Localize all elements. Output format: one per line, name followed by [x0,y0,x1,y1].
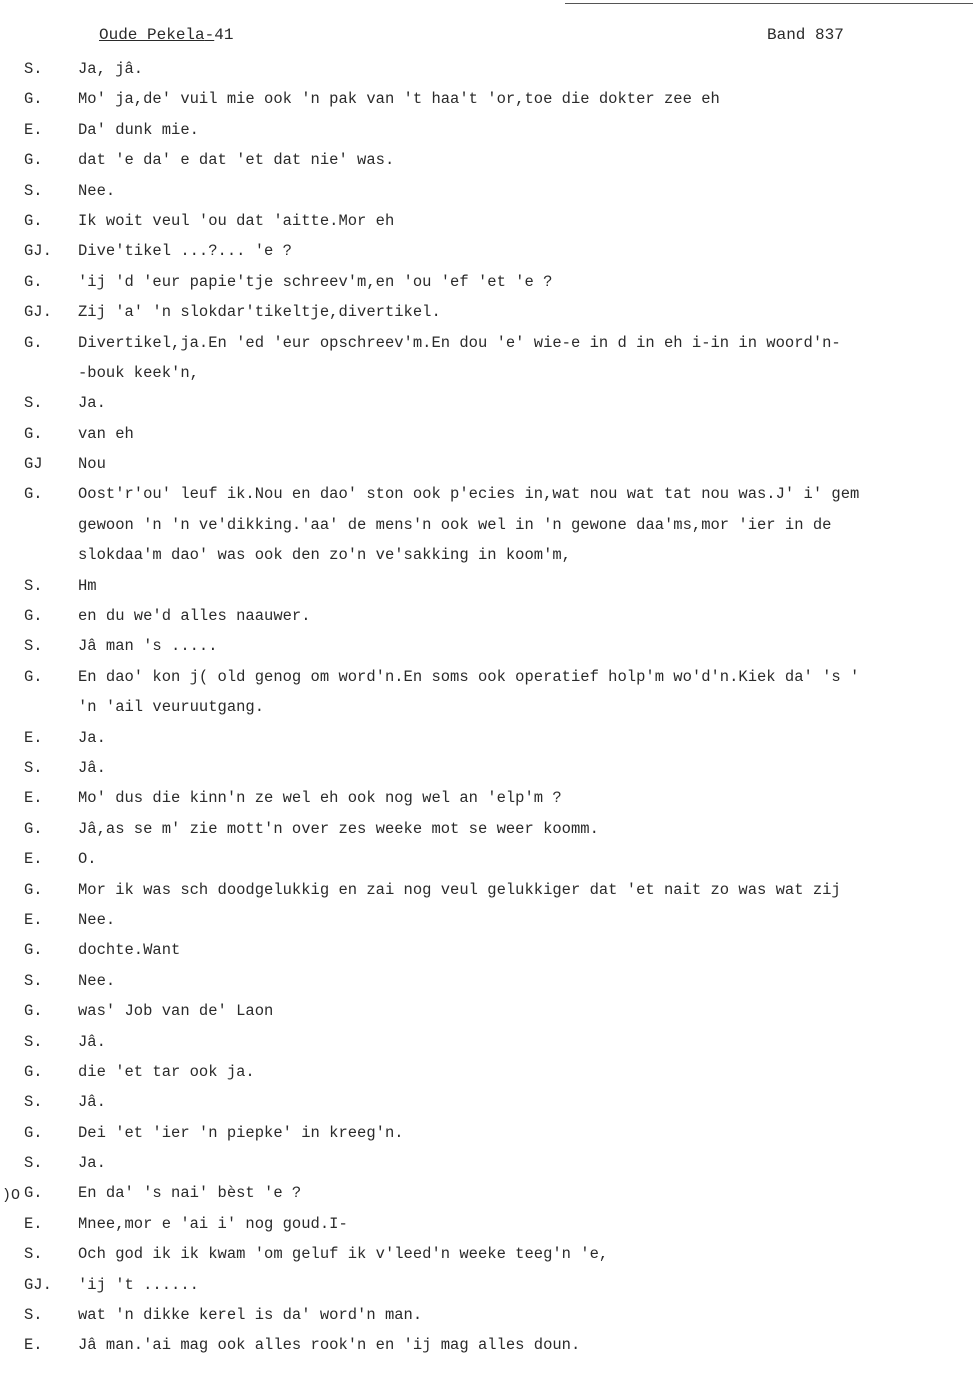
speaker-label: S. [24,1093,43,1112]
utterance-text: Divertikel,ja.En 'ed 'eur opschreev'm.En dou 'e' wie-e in d in eh i-in in woord'n- [78,333,841,352]
transcript-line [0,1330,973,1360]
utterance-text: Ja. [78,1154,106,1173]
speaker-label: G. [24,333,43,352]
speaker-label: S. [24,758,43,777]
speaker-label: S. [24,60,43,78]
speaker-label: G. [24,90,43,109]
speaker-label: G. [24,1184,43,1203]
speaker-label: G. [24,1002,43,1021]
speaker-label: E. [24,850,43,869]
utterance-text: 'ij 't ...... [78,1275,199,1294]
transcript-line [0,601,973,631]
transcript-line [0,571,973,601]
transcript-line [0,966,973,996]
utterance-text: Jâ,as se m' zie mott'n over zes weeke mot se weer koomm. [78,819,599,838]
utterance-text: Mo' dus die kinn'n ze wel eh ook nog wel an 'elp'm ? [78,789,562,808]
transcript-line [0,297,973,327]
utterance-text: en du we'd alles naauwer. [78,607,311,626]
speaker-label: G. [24,667,43,686]
speaker-label: E. [24,910,43,929]
utterance-text: dochte.Want [78,941,181,960]
header-dash: - [204,26,215,44]
page-header-title [99,26,233,44]
utterance-text: Nee. [78,971,116,990]
utterance-text: dat 'e da' e dat 'et dat nie' was. [78,151,395,170]
transcript-line [0,1239,973,1269]
speaker-label: G. [24,1123,43,1142]
utterance-text: Ja, jâ. [78,60,144,78]
transcript-line [0,479,973,509]
transcript-line [0,388,973,418]
utterance-text: Da' dunk mie. [78,120,199,139]
utterance-text: Nee. [78,910,116,929]
transcript-line [0,236,973,266]
utterance-text: Mnee,mor e 'ai i' nog goud.I- [78,1214,348,1233]
transcript-line [0,935,973,965]
transcript-line [0,1270,973,1300]
transcript-line [0,783,973,813]
transcript-line [0,631,973,661]
speaker-label: S. [24,1306,43,1325]
transcript-line [0,875,973,905]
transcript-line [0,358,973,388]
utterance-text: Dive'tikel ...?... 'e ? [78,242,292,261]
speaker-label: G. [24,272,43,291]
utterance-text: Oost'r'ou' leuf ik.Nou en dao' ston ook p'ecies in,wat nou wat tat nou was.J' i' gem [78,485,860,504]
utterance-text: Ik woit veul 'ou dat 'aitte.Mor eh [78,211,395,230]
utterance-text: was' Job van de' Laon [78,1002,274,1021]
transcript-line [0,540,973,570]
utterance-text: Ja. [78,728,106,747]
speaker-label: GJ. [24,303,52,322]
speaker-label: S. [24,576,43,595]
header-number: 41 [214,26,234,44]
transcript-line [0,510,973,540]
utterance-text: van eh [78,424,134,443]
speaker-label: GJ [24,455,43,474]
transcript-line [0,1057,973,1087]
transcript-line [0,206,973,236]
speaker-label: E. [24,1336,43,1355]
speaker-label: S. [24,181,43,200]
speaker-label: E. [24,728,43,747]
transcript-line [0,449,973,479]
utterance-text: Mor ik was sch doodgelukkig en zai nog veul gelukkiger dat 'et nait zo was wat zij [78,880,841,899]
utterance-text: Jâ man 's ..... [78,637,218,656]
utterance-text: O. [78,850,97,869]
utterance-text: Jâ. [78,1093,106,1112]
header-place: Oude Pekela [99,26,205,44]
utterance-text: Jâ man.'ai mag ook alles rook'n en 'ij mag alles doun. [78,1336,581,1355]
transcript-line [0,844,973,874]
transcript-line [0,692,973,722]
speaker-label: S. [24,971,43,990]
utterance-text: Zij 'a' 'n slokdar'tikeltje,divertikel. [78,303,441,322]
utterance-text: Och god ik ik kwam 'om geluf ik v'leed'n weeke teeg'n 'e, [78,1245,609,1264]
speaker-label: G. [24,424,43,443]
speaker-label: GJ. [24,1275,52,1294]
margin-mark: )O [2,1187,21,1204]
transcript-line [0,814,973,844]
speaker-label: S. [24,1154,43,1173]
transcript-line [0,54,973,84]
speaker-label: G. [24,151,43,170]
speaker-label: S. [24,1245,43,1264]
utterance-text: gewoon 'n 'n ve'dikking.'aa' de mens'n ook wel in 'n gewone daa'ms,mor 'ier in de [78,515,832,534]
transcript-line [0,753,973,783]
speaker-label: G. [24,819,43,838]
speaker-label: S. [24,637,43,656]
utterance-text: slokdaa'm dao' was ook den zo'n ve'sakking in koom'm, [78,546,571,565]
transcript-line [0,267,973,297]
transcript-line [0,145,973,175]
speaker-label: G. [24,880,43,899]
transcript-line [0,176,973,206]
utterance-text: Jâ. [78,758,106,777]
top-rule [565,3,973,4]
utterance-text: Nee. [78,181,116,200]
utterance-text: En dao' kon j( old genog om word'n.En soms ook operatief holp'm wo'd'n.Kiek da' 's ' [78,667,860,686]
transcript-line [0,328,973,358]
transcript-line [0,723,973,753]
speaker-label: G. [24,485,43,504]
utterance-text: die 'et tar ook ja. [78,1062,255,1081]
transcript-line [0,115,973,145]
speaker-label: G. [24,607,43,626]
transcript-line [0,84,973,114]
utterance-text: Nou [78,455,106,474]
speaker-label: S. [24,394,43,413]
speaker-label: E. [24,120,43,139]
utterance-text: wat 'n dikke kerel is da' word'n man. [78,1306,423,1325]
speaker-label: E. [24,1214,43,1233]
transcript-line [0,996,973,1026]
transcript-line [0,662,973,692]
transcript-line [0,1300,973,1330]
speaker-label: S. [24,1032,43,1051]
speaker-label: GJ. [24,242,52,261]
utterance-text: -bouk keek'n, [78,363,199,382]
transcript-line [0,905,973,935]
utterance-text: Hm [78,576,97,595]
speaker-label: G. [24,211,43,230]
transcript-line [0,419,973,449]
speaker-label: G. [24,941,43,960]
utterance-text: 'ij 'd 'eur papie'tje schreev'm,en 'ou 'ef 'et 'e ? [78,272,553,291]
transcript-line [0,1148,973,1178]
transcript-line [0,1118,973,1148]
transcript [0,54,973,1361]
transcript-line [0,1087,973,1117]
utterance-text: En da' 's nai' bèst 'e ? [78,1184,302,1203]
transcript-line [0,1209,973,1239]
speaker-label: E. [24,789,43,808]
page-header-band: Band 837 [767,26,844,44]
utterance-text: Mo' ja,de' vuil mie ook 'n pak van 't haa't 'or,toe die dokter zee eh [78,90,720,109]
transcript-line [0,1027,973,1057]
transcript-line [0,1178,973,1208]
utterance-text: Dei 'et 'ier 'n piepke' in kreeg'n. [78,1123,404,1142]
speaker-label: G. [24,1062,43,1081]
utterance-text: Jâ. [78,1032,106,1051]
utterance-text: Ja. [78,394,106,413]
utterance-text: 'n 'ail veuruutgang. [78,698,265,717]
